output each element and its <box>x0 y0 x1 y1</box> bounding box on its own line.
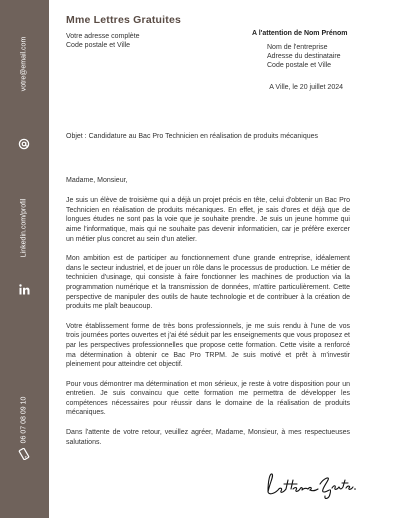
sender-city: Code postale et Ville <box>66 42 131 49</box>
recipient-address: Adresse du destinataire <box>267 53 341 60</box>
sender-block <box>66 14 181 50</box>
sender-address: Votre adresse complète <box>66 33 140 40</box>
paragraph: Dans l'attente de votre retour, veuillez agréer, Madame, Monsieur, à mes respectueuses salutations. <box>66 429 350 446</box>
letter-body <box>66 176 350 457</box>
signature <box>262 470 358 502</box>
linkedin-icon <box>17 282 31 296</box>
recipient-block <box>252 30 348 70</box>
sidebar <box>0 0 49 518</box>
recipient-attention: A l'attention de Nom Prénom <box>252 30 348 37</box>
letter-date: A Ville, le 20 juillet 2024 <box>269 84 343 91</box>
recipient-company: Nom de l'entreprise <box>267 44 328 51</box>
salutation: Madame, Monsieur, <box>66 177 128 184</box>
phone-icon <box>17 447 31 461</box>
paragraph: Je suis un élève de troisième qui a déjà un projet précis en tête, celui d'obtenir un Bac Pro Technicien en réalisation de produits mécaniques. En effet, je sais d'ores et déjà que de longues études ne sont pas la voie que je souhaite prendre. Je suis un jeune homme qui aime l'informatique, mais qui ne souhaite pas devenir informaticien, car je préfère exercer un métier plus concret au sein d'un atelier. <box>66 197 350 243</box>
sender-name: Mme Lettres Gratuites <box>66 14 182 26</box>
sidebar-linkedin: Linkedin.com/profil <box>20 198 28 258</box>
sidebar-phone: 06 07 08 09 10 <box>20 396 28 444</box>
sidebar-email: votre@email.com <box>20 36 28 92</box>
paragraph: Pour vous démontrer ma détermination et mon sérieux, je reste à votre disposition pour un entretien. Je suis convaincu que cette formation me permettra de développer les compétences nécessaires pour réussir dans le domaine de la réalisation de produits mécaniques. <box>66 380 350 417</box>
paragraph: Mon ambition est de participer au fonctionnement d'une grande entreprise, idéalement dans le secteur industriel, et de jouer un rôle dans le processus de production. Le métier de technicien d'usinage, qui consiste à faire fonctionner les machines de production via la programmation numérique et la transmission de données, m'attire particulièrement. Cette perspective de manipuler des outils de haute technologie et de contribuer à la création de produits me plaît beaucoup. <box>66 255 350 311</box>
letter-object: Objet : Candidature au Bac Pro Technicien en réalisation de produits mécaniques <box>66 133 319 140</box>
paragraph: Votre établissement forme de très bons professionnels, je me suis rendu à l'une de vos trois journées portes ouvertes et j'ai été séduit par les enseignements que vous proposez et par les perspectives professionnelles que propose cette formation. Cette visite a renforcé ma détermination à obtenir ce Bac Pro TRPM. Je suis motivé et prêt à m'investir pleinement pour atteindre cet objectif. <box>66 322 350 369</box>
recipient-city: Code postale et Ville <box>267 62 332 69</box>
at-icon <box>17 137 31 151</box>
